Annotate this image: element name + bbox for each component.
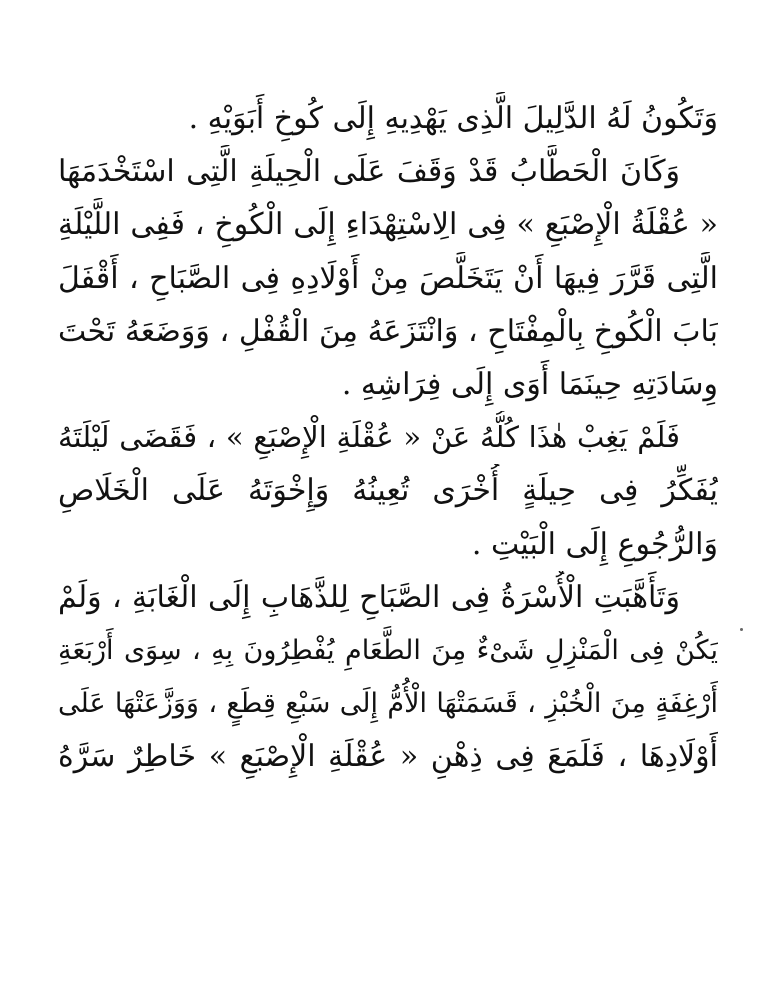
scan-speck xyxy=(740,628,743,631)
text-line-1: وَتَكُونُ لَهُ الدَّلِيلَ الَّذِى يَهْدِيهِ إِلَى كُوخِ أَبَوَيْهِ . xyxy=(188,101,718,136)
text-line-13: أَوْلَادِهَا ، فَلَمَعَ فِى ذِهْنِ « عُقْلَةِ الْإِصْبَعِ » خَاطِرٌ سَرَّهُ xyxy=(58,739,718,775)
text-line-10: وَتَأَهَّبَتِ الْأُسْرَةُ فِى الصَّبَاحِ لِلذَّهَابِ إِلَى الْغَابَةِ ، وَلَمْ xyxy=(58,579,680,615)
text-line-12: أَرْغِفَةٍ مِنَ الْخُبْزِ ، قَسَمَتْهَا الْأُمُّ إِلَى سَبْعِ قِطَعٍ ، وَوَزَّعَتْهَا عَلَى xyxy=(58,688,718,720)
text-line-2: وَكَانَ الْحَطَّابُ قَدْ وَقَفَ عَلَى الْحِيلَةِ الَّتِى اسْتَخْدَمَهَا xyxy=(58,154,680,190)
text-line-4: الَّتِى قَرَّرَ فِيهَا أَنْ يَتَخَلَّصَ مِنْ أَوْلَادِهِ فِى الصَّبَاحِ ، أَقْفَلَ xyxy=(58,260,718,296)
text-line-5: بَابَ الْكُوخِ بِالْمِفْتَاحِ ، وَانْتَزَعَهُ مِنَ الْقُفْلِ ، وَوَضَعَهُ تَحْتَ xyxy=(58,313,718,349)
text-line-3: « عُقْلَةُ الْإِصْبَعِ » فِى الِاسْتِهْدَاءِ إِلَى الْكُوخِ ، فَفِى اللَّيْلَةِ xyxy=(58,207,718,243)
text-line-11: يَكُنْ فِى الْمَنْزِلِ شَىْءٌ مِنَ الطَّعَامِ يُفْطِرُونَ بِهِ ، سِوَى أَرْبَعَةِ xyxy=(58,634,718,666)
text-line-8: يُفَكِّرُ فِى حِيلَةٍ أُخْرَى تُعِينُهُ وَإِخْوَتَهُ عَلَى الْخَلَاصِ xyxy=(58,473,718,509)
document-page xyxy=(58,92,718,783)
text-line-7: فَلَمْ يَغِبْ هٰذَا كُلُّهُ عَنْ « عُقْلَةِ الْإِصْبَعِ » ، فَقَضَى لَيْلَتَهُ xyxy=(58,420,680,455)
text-line-6: وِسَادَتِهِ حِينَمَا أَوَى إِلَى فِرَاشِهِ . xyxy=(341,366,718,402)
text-line-9: وَالرُّجُوعِ إِلَى الْبَيْتِ . xyxy=(471,526,718,562)
